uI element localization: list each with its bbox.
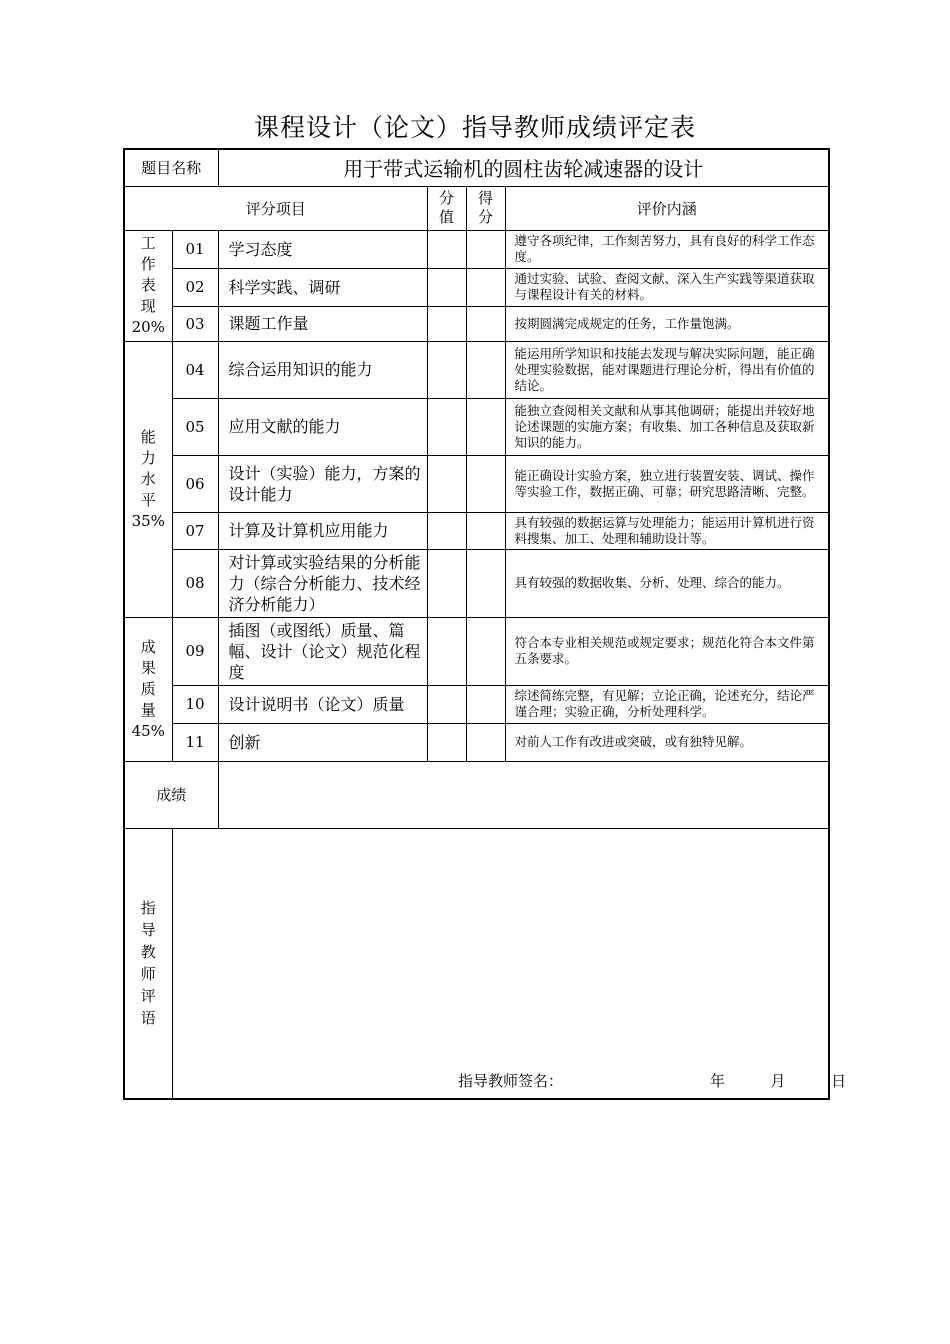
item-description: 具有较强的数据收集、分析、处理、综合的能力。 (505, 549, 829, 617)
score-value-cell[interactable] (427, 617, 466, 685)
item-number: 11 (172, 723, 218, 761)
score-got-cell[interactable] (466, 230, 505, 268)
comment-label-char: 语 (140, 1009, 156, 1028)
comment-label-char: 教 (140, 943, 156, 962)
item-description: 具有较强的数据运算与处理能力；能运用计算机进行资料搜集、加工、处理和辅助设计等。 (505, 512, 829, 549)
grade-value-cell[interactable] (218, 761, 829, 828)
category-label-char: 力 (140, 448, 156, 467)
item-name: 计算及计算机应用能力 (218, 512, 427, 549)
item-name: 设计说明书（论文）质量 (218, 685, 427, 723)
score-got-cell[interactable] (466, 685, 505, 723)
item-name: 创新 (218, 723, 427, 761)
item-description: 符合本专业相关规范或规定要求；规范化符合本文件第五条要求。 (505, 617, 829, 685)
item-number: 01 (172, 230, 218, 268)
score-got-cell[interactable] (466, 455, 505, 512)
table-row (124, 685, 829, 723)
score-value-cell[interactable] (427, 455, 466, 512)
category-label-char: 平 (140, 490, 156, 509)
category-label-char: 作 (140, 255, 156, 273)
category-label-char: 现 (140, 297, 156, 315)
score-got-cell[interactable] (466, 723, 505, 761)
category-label-char: 成 (140, 637, 156, 656)
signature-label: 指导教师签名： (458, 1072, 564, 1090)
signature-date: 年 月 日 (710, 1072, 847, 1090)
table-row (124, 512, 829, 549)
item-name: 课题工作量 (218, 306, 427, 341)
item-name: 应用文献的能力 (218, 398, 427, 455)
comment-area[interactable] (172, 828, 829, 1099)
category-label-char: 能 (140, 427, 156, 446)
score-value-cell[interactable] (427, 723, 466, 761)
item-number: 03 (172, 306, 218, 341)
item-name: 插图（或图纸）质量、篇幅、设计（论文）规范化程度 (218, 617, 427, 685)
item-name: 科学实践、调研 (218, 268, 427, 306)
item-number: 07 (172, 512, 218, 549)
project-title: 用于带式运输机的圆柱齿轮减速器的设计 (218, 149, 829, 186)
item-description: 能正确设计实验方案，独立进行装置安装、调试、操作等实验工作，数据正确、可靠；研究思路清晰、完整。 (505, 455, 829, 512)
table-row (124, 723, 829, 761)
category-label-char: 35% (131, 511, 165, 530)
score-value-cell[interactable] (427, 549, 466, 617)
score-value-cell[interactable] (427, 306, 466, 341)
comment-label-char: 师 (140, 965, 156, 984)
score-value-cell[interactable] (427, 230, 466, 268)
category-label-char: 表 (140, 276, 156, 294)
header-score-got: 得 分 (466, 186, 505, 230)
item-name: 学习态度 (218, 230, 427, 268)
score-got-cell[interactable] (466, 398, 505, 455)
header-score-value: 分 值 (427, 186, 466, 230)
category-cell (124, 341, 172, 617)
item-number: 10 (172, 685, 218, 723)
category-label-char: 工 (140, 234, 156, 252)
item-description: 按期圆满完成规定的任务，工作量饱满。 (505, 306, 829, 341)
item-description: 能运用所学知识和技能去发现与解决实际问题，能正确处理实验数据，能对课题进行理论分析，得出有价值的结论。 (505, 341, 829, 398)
grade-row (124, 761, 829, 828)
score-got-cell[interactable] (466, 549, 505, 617)
header-item: 评分项目 (124, 186, 427, 230)
category-label-char: 45% (131, 721, 165, 740)
item-description: 遵守各项纪律，工作刻苦努力，具有良好的科学工作态度。 (505, 230, 829, 268)
comment-label-char: 导 (140, 921, 156, 940)
score-value-cell[interactable] (427, 398, 466, 455)
item-number: 02 (172, 268, 218, 306)
table-row (124, 268, 829, 306)
comment-label-char: 评 (140, 987, 156, 1006)
item-name: 设计（实验）能力，方案的设计能力 (218, 455, 427, 512)
score-value-cell[interactable] (427, 341, 466, 398)
score-got-cell[interactable] (466, 306, 505, 341)
item-name: 综合运用知识的能力 (218, 341, 427, 398)
evaluation-table (123, 148, 830, 1100)
score-value-cell[interactable] (427, 268, 466, 306)
item-name: 对计算或实验结果的分析能力（综合分析能力、技术经济分析能力） (218, 549, 427, 617)
project-label: 题目名称 (124, 149, 218, 186)
score-value-cell[interactable] (427, 512, 466, 549)
header-row (124, 186, 829, 230)
item-description: 通过实验、试验、查阅文献、深入生产实践等渠道获取与课程设计有关的材料。 (505, 268, 829, 306)
score-got-cell[interactable] (466, 341, 505, 398)
page-title: 课程设计（论文）指导教师成绩评定表 (253, 113, 696, 142)
category-label-char: 水 (140, 469, 156, 488)
table-row (124, 617, 829, 685)
score-value-cell[interactable] (427, 685, 466, 723)
table-row (124, 230, 829, 268)
category-label-char: 20% (131, 318, 165, 336)
comment-row (124, 828, 829, 1099)
item-number: 04 (172, 341, 218, 398)
category-label-char: 量 (140, 700, 156, 719)
table-row (124, 455, 829, 512)
comment-label-char: 指 (140, 899, 156, 918)
category-label-char: 质 (140, 679, 156, 698)
item-description: 能独立查阅相关文献和从事其他调研；能提出并较好地论述课题的实施方案；有收集、加工各种信息及获取新知识的能力。 (505, 398, 829, 455)
category-cell (124, 230, 172, 341)
score-got-cell[interactable] (466, 268, 505, 306)
category-label-char: 果 (140, 658, 156, 677)
item-number: 09 (172, 617, 218, 685)
header-content: 评价内涵 (505, 186, 829, 230)
item-description: 综述简练完整，有见解；立论正确，论述充分，结论严谨合理；实验正确，分析处理科学。 (505, 685, 829, 723)
table-row (124, 398, 829, 455)
category-cell (124, 617, 172, 761)
item-number: 05 (172, 398, 218, 455)
comment-label-cell (124, 828, 172, 1099)
table-row (124, 549, 829, 617)
score-got-cell[interactable] (466, 617, 505, 685)
table-row (124, 306, 829, 341)
table-row (124, 341, 829, 398)
item-number: 08 (172, 549, 218, 617)
item-number: 06 (172, 455, 218, 512)
score-got-cell[interactable] (466, 512, 505, 549)
item-description: 对前人工作有改进或突破，或有独特见解。 (505, 723, 829, 761)
project-row (124, 149, 829, 186)
grade-label: 成绩 (124, 761, 218, 828)
